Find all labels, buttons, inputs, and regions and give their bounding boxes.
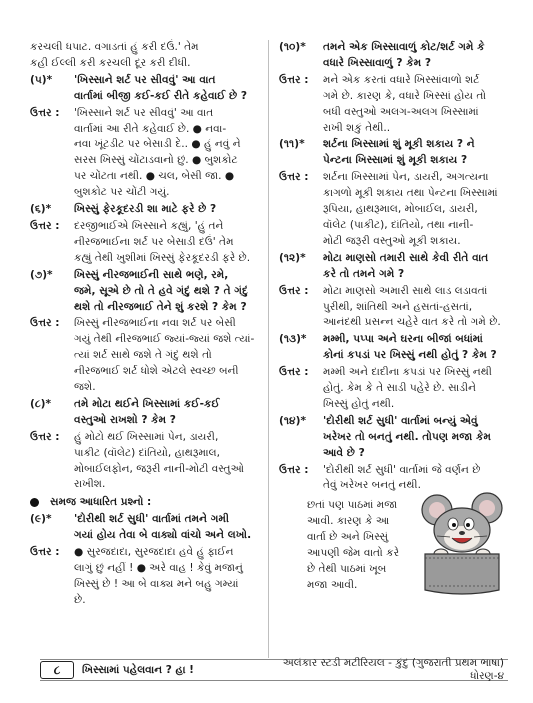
text-line: આવે છે ? — [323, 446, 365, 459]
text-line: મોબાઈલફોન, જરૂરી નાની-મોટી વસ્તુઓ — [74, 462, 245, 475]
answer-label: ઉત્તર : — [30, 219, 60, 232]
book-title: અલંકાર સ્ટડી મટીરિયલ - કુંદુ (ગુજરાતી પ્રથમ ભાષા) ધોરણ-૪ — [282, 657, 504, 682]
question-label: (૯)* — [30, 513, 52, 526]
text-line: તેવું ખરેખર બનતું નથી. — [323, 479, 421, 492]
text-line: ખરેખર તો બનતું નથી. તોપણ મજા કેમ — [323, 430, 491, 443]
text-line: મોટા માણસો તમારી સાથે કેવી રીતે વાત — [323, 251, 489, 264]
question-label: (૫)* — [30, 73, 53, 86]
text-line: છે તેથી પાઠમાં ખૂબ — [307, 563, 387, 575]
answer-14-continued — [279, 498, 515, 600]
answer-12 — [279, 284, 515, 332]
answer-label: ઉત્તર : — [30, 546, 60, 559]
answer-13 — [279, 365, 515, 413]
intro-paragraph — [30, 40, 272, 72]
question-label: (૬)* — [30, 203, 52, 216]
answer-label: ઉત્તર : — [279, 73, 309, 86]
question-12 — [279, 251, 515, 283]
text-line: ત્યાં શર્ટ સાથે જશે તે ગંદું થશે તો — [74, 349, 212, 362]
question-label: (૧૧)* — [279, 138, 305, 151]
text-line: સરસ ખિસ્સું ચોંટાડવાનો છું. ● બુશકોટ — [74, 154, 238, 167]
text-line: પર ચોંટતા નથી. ● ચલ, બેસી જા. ● — [74, 170, 235, 183]
text-line: ખિસ્સું હોતું નથી. — [323, 397, 395, 410]
text-line: કરે તો તમને ગમે ? — [323, 267, 405, 280]
text-line: 'દોરીથી શર્ટ સુધી' વાર્તામાં બન્યું એવું — [323, 414, 478, 427]
text-line: પાકીટ (વૉલેટ) દાંતિયો, હાથરૂમાલ, — [74, 446, 220, 459]
text-line: બધી વસ્તુઓ અલગ-અલગ ખિસ્સામાં — [323, 105, 479, 118]
answer-label: ઉત્તર : — [279, 366, 309, 379]
text-line: તમને એક ખિસ્સાવાળું કોટ/શર્ટ ગમે કે — [323, 41, 485, 53]
question-6 — [30, 202, 272, 218]
text-line: ખિસ્સું છે ! આ બે વાક્ય મને બહુ ગમ્યાં — [74, 577, 239, 590]
answer-14 — [279, 463, 515, 495]
question-14 — [279, 414, 515, 462]
text-line: થશે તો નીરજભાઈ તેને શું કરશે ? કેમ ? — [74, 300, 247, 313]
question-label: (૧૩)* — [279, 333, 307, 346]
text-line: કાગળો મૂકી શકાય તથા પેન્ટના ખિસ્સામાં — [323, 187, 498, 200]
answer-6 — [30, 219, 272, 267]
page-footer — [40, 659, 508, 681]
mouse-in-pocket-illustration — [407, 492, 515, 598]
text-line: ગયાં હોય તેવા બે વાક્યો વાંચો અને લખો. — [74, 529, 252, 542]
text-line: મમ્મી, પપ્પા અને ઘરના બીજાં બધાંમાં — [323, 333, 483, 346]
question-10 — [279, 40, 515, 72]
text-line: ● સુરજદાદા, સુરજદાદા હવે હું ફાઈન — [74, 546, 234, 559]
text-line: પુરીથી, શાંતિથી અને હસતાં-હસતાં, — [323, 300, 473, 313]
answer-label: ઉત્તર : — [279, 171, 309, 184]
text-line: કહ્યું તેથી ખુશીમાં ખિસ્સું ફેરકૂદરડી ફરે છે. — [74, 251, 251, 264]
answer-11 — [279, 170, 515, 250]
text-line: શર્ટના ખિસ્સામાં પેન, ડાયરી, અગત્યના — [323, 171, 489, 184]
chapter-title: ખિસ્સામાં પહેલવાન ? હા ! — [82, 663, 194, 676]
answer-10 — [279, 73, 515, 137]
question-7 — [30, 268, 272, 316]
text-line: ખિસ્સું ફેરકૂદરડી શા માટે ફરે છે ? — [74, 203, 217, 216]
page-number: ૮ — [40, 661, 74, 679]
text-line: મને એક કરતાં વધારે ખિસ્સાંવાળો શર્ટ — [323, 73, 480, 86]
text-line: મમ્મી અને દાદીના કપડાં પર ખિસ્સું નથી — [323, 366, 492, 379]
answer-label: ઉત્તર : — [30, 430, 60, 443]
text-line: 'દોરીથી શર્ટ સુધી' વાર્તામાં તમને ગમી — [74, 513, 229, 526]
text-line: વાર્તામાં બીજી કઈ-કઈ રીતે કહેવાઈ છે ? — [74, 89, 248, 102]
question-label: (૧૨)* — [279, 251, 306, 264]
answer-label: ઉત્તર : — [30, 317, 60, 330]
text-line: કોનાં કપડાં પર ખિસ્સું નથી હોતું ? કેમ ? — [323, 349, 497, 362]
text-line: મોટી જરૂરી વસ્તુઓ મૂકી શકાય. — [323, 234, 461, 247]
column-divider — [268, 40, 269, 658]
text-line: રૂપિયા, હાથરૂમાલ, મોબાઈલ, ડાયરી, — [323, 203, 478, 216]
text-line: છે. — [74, 593, 86, 606]
text-line: મજા આવી. — [307, 578, 358, 591]
text-line: આનંદથી પ્રસન્ન ચહેરે વાત કરે તો ગમે છે. — [323, 316, 501, 329]
question-9 — [30, 512, 272, 544]
text-line: હું મોટો થઈ ખિસ્સામાં પેન, ડાયરી, — [74, 430, 219, 443]
right-column — [279, 40, 515, 600]
text-line: ખિસ્સું નીરજભાઈની સાથે ભણે, રમે, — [74, 268, 229, 281]
text-line: નીરજભાઈ શર્ટ ધોશે એટલે સ્વચ્છ બની — [74, 365, 239, 378]
text-line: તમે મોટા થઈને ખિસ્સામાં કઈ-કઈ — [74, 397, 220, 410]
question-13 — [279, 332, 515, 364]
question-label: (૭)* — [30, 268, 53, 281]
text-line: શર્ટના ખિસ્સામાં શું મૂકી શકાય ? ને — [323, 138, 475, 151]
text-line: આપણી જેમ વાતો કરે — [307, 547, 400, 560]
text-line: ગમે છે. કારણ કે, વધારે ખિસ્સાં હોય તો — [323, 89, 487, 102]
answer-8 — [30, 430, 272, 494]
text-line: નવા ખૂંટડીટ પર બેસાડી દે.. ● હું નવું ને — [74, 138, 241, 151]
text-line: રાખી શકું તેથી.. — [323, 121, 391, 134]
text-line: વૉલેટ (પાકીટ), દાંતિયો, તથા નાની- — [323, 218, 474, 231]
text-line: બુશકોટ પર ચોંટી ગયું. — [74, 186, 170, 199]
text-line: 'ખિસ્સાને શર્ટ પર સીવવું' આ વાત — [74, 73, 216, 86]
answer-7 — [30, 316, 272, 396]
question-label: (૧૪)* — [279, 414, 306, 427]
bullet-icon — [30, 498, 39, 507]
left-column — [30, 40, 272, 610]
section-heading — [30, 495, 272, 511]
text-line: આવી. કારણ કે આ — [307, 515, 390, 528]
text-line: પેન્ટના ખિસ્સામાં શું મૂકી શકાય ? — [323, 154, 468, 167]
text-line: કરચલી ધપાટ. વગાડતાં હું કરી દઉં.' તેમ — [30, 41, 199, 53]
text-line: ખિસ્સું નીરજભાઈના નવા શર્ટ પર બેસી — [74, 317, 236, 330]
text-line: હોતું. કેમ કે તે સાડી પહેરે છે. સાડીને — [323, 382, 476, 395]
question-5 — [30, 73, 272, 105]
question-11 — [279, 137, 515, 169]
text-line: જશે. — [74, 381, 96, 394]
text-line: વાર્તા છે અને ખિસ્સું — [307, 531, 389, 544]
text-line: છતાં પણ પાઠમાં મજા — [307, 499, 398, 512]
text-line: ગયું તેથી નીરજભાઈ જ્યાં-જ્યાં જશે ત્યાં- — [74, 333, 255, 346]
text-line: વસ્તુઓ રાખશો ? કેમ ? — [74, 413, 176, 426]
question-8 — [30, 397, 272, 429]
continued-text — [307, 498, 417, 593]
text-line: વાર્તામાં આ રીતે કહેવાઈ છે. ● નવા- — [74, 122, 227, 135]
text-line: કહી ઈલ્લી કરી કરચલી દૂર કરી દીધી. — [30, 56, 191, 69]
text-line: વધારે ખિસ્સાવાળું ? કેમ ? — [323, 56, 432, 69]
answer-5 — [30, 106, 272, 201]
text-line: મોટા માણસો અમારી સાથે લાડ લડાવતાં — [323, 284, 488, 297]
text-line: રાખીશ. — [74, 478, 106, 491]
text-line: લાગું છું નહીં ! ● અરે વાહ ! કેવું મજાનું — [74, 562, 243, 574]
answer-label: ઉત્તર : — [279, 284, 309, 297]
text-line: નીરજભાઈના શર્ટ પર બેસાડી દઉં' તેમ — [74, 235, 234, 248]
text-line: જમે, સૂએ છે તો તે હવે ગંદું થશે ? તે ગંદું — [74, 284, 248, 297]
answer-label: ઉત્તર : — [30, 106, 60, 119]
text-line: 'દોરીથી શર્ટ સુધી' વાર્તામાં જે વર્ણન છે — [323, 463, 481, 476]
text-line: 'ખિસ્સાને શર્ટ પર સીવવું' આ વાત — [74, 106, 214, 119]
answer-label: ઉત્તર : — [279, 463, 309, 476]
question-label: (૮)* — [30, 397, 52, 410]
text-line: દરજીભાઈએ ખિસ્સાને કહ્યું, 'હું તને — [74, 219, 224, 232]
section-heading-text: સમજ આધારિત પ્રશ્નો : — [50, 496, 152, 509]
answer-9 — [30, 545, 272, 609]
question-label: (૧૦)* — [279, 41, 306, 53]
